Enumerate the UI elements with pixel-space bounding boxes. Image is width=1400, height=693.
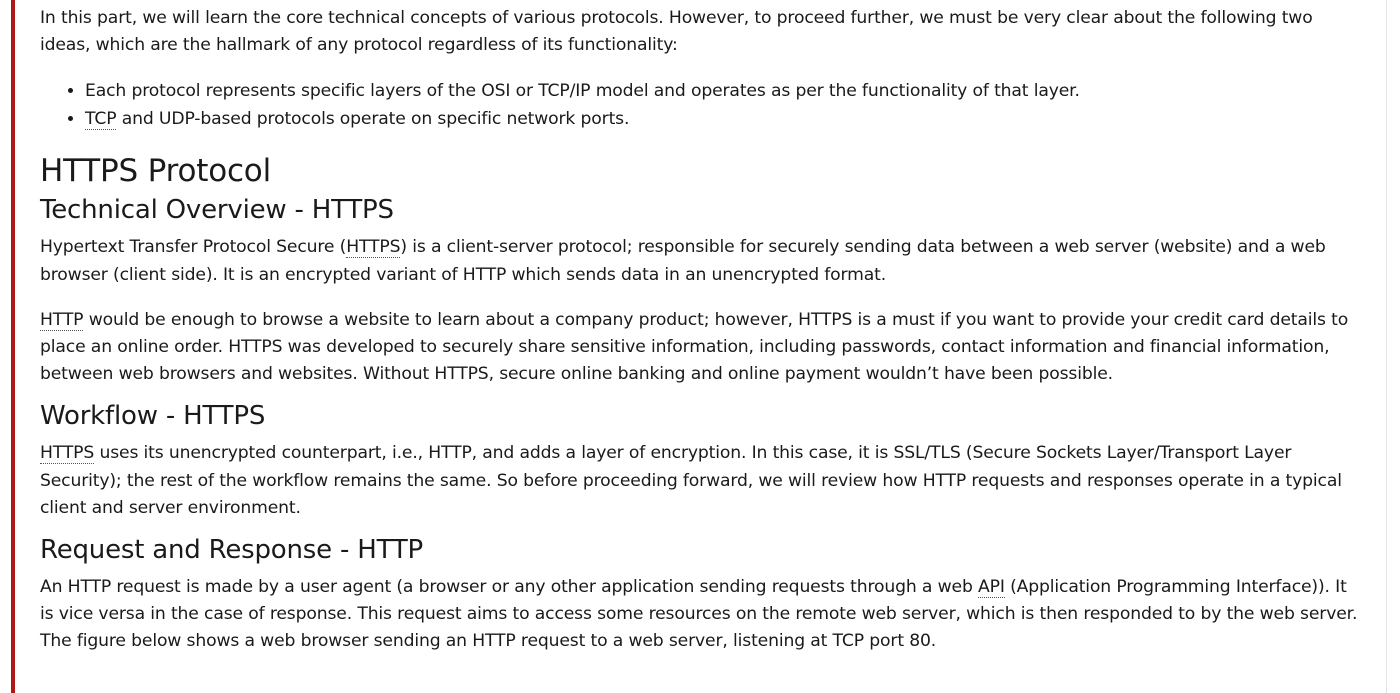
list-item [85, 106, 1362, 134]
paragraph-text: would be enough to browse a website to learn about a company product; however, HTTPS is a must if you want to provide your credit card details to place an online order. HTTPS was developed to securely share sensitive information, including passwords, contact information and financial information, between web browsers and websites. Without HTTPS, secure online banking and online payment wouldn’t have been possible. [40, 309, 1349, 385]
article-accent-bar [11, 0, 15, 693]
article-content [40, 5, 1362, 656]
http-abbreviation[interactable]: HTTP [40, 309, 84, 330]
list-item [85, 78, 1362, 106]
request-response-heading: Request and Response - HTTP [40, 535, 423, 566]
paragraph-text: Hypertext Transfer Protocol Secure ( [40, 237, 347, 258]
section-title: HTTPS Protocol [40, 153, 271, 190]
api-abbreviation[interactable]: API [978, 577, 1005, 598]
paragraph-text: (Application Programming Interface)). It is vice versa in the case of response. This request aims to access some resources on the remote web server, which is then responded to by the web server. The figure below shows a web browser sending an HTTP request to a web server, listening at TCP port 80. [40, 577, 1358, 652]
https-abbreviation[interactable]: HTTPS [346, 237, 401, 258]
paragraph-text: An HTTP request is made by a user agent (a browser or any other application sending requests through a web [40, 577, 979, 598]
workflow-heading: Workflow - HTTPS [40, 401, 266, 432]
list-item-text: and UDP-based protocols operate on specific network ports. [116, 108, 630, 129]
protocol-ideas-list [40, 78, 1362, 133]
technical-overview-paragraph-2 [40, 307, 1362, 389]
intro-paragraph: In this part, we will learn the core technical concepts of various protocols. However, to proceed further, we must be very clear about the following two ideas, which are the hallmark of any protocol regardless of its functionality: [40, 8, 1313, 56]
paragraph-text: ) is a client-server protocol; responsible for securely sending data between a web server (website) and a web browser (client side). It is an encrypted variant of HTTP which sends data in an unencrypted format. [40, 237, 1326, 285]
workflow-paragraph [40, 440, 1362, 522]
paragraph-text: uses its unencrypted counterpart, i.e., HTTP, and adds a layer of encryption. In this case, it is SSL/TLS (Secure Sockets Layer/Transport Layer Security); the rest of the workflow remains the same. So before proceeding forward, we will review how HTTP requests and responses operate in a typical client and server environment. [40, 443, 1342, 518]
technical-overview-paragraph-1 [40, 234, 1362, 288]
technical-overview-heading: Technical Overview - HTTPS [40, 195, 394, 226]
list-item-text: Each protocol represents specific layers of the OSI or TCP/IP model and operates as per the functionality of that layer. [85, 81, 1080, 102]
page-edge-rule [1386, 0, 1387, 693]
https-abbreviation[interactable]: HTTPS [40, 443, 95, 464]
tcp-abbreviation[interactable]: TCP [85, 108, 117, 129]
request-response-paragraph [40, 574, 1362, 656]
